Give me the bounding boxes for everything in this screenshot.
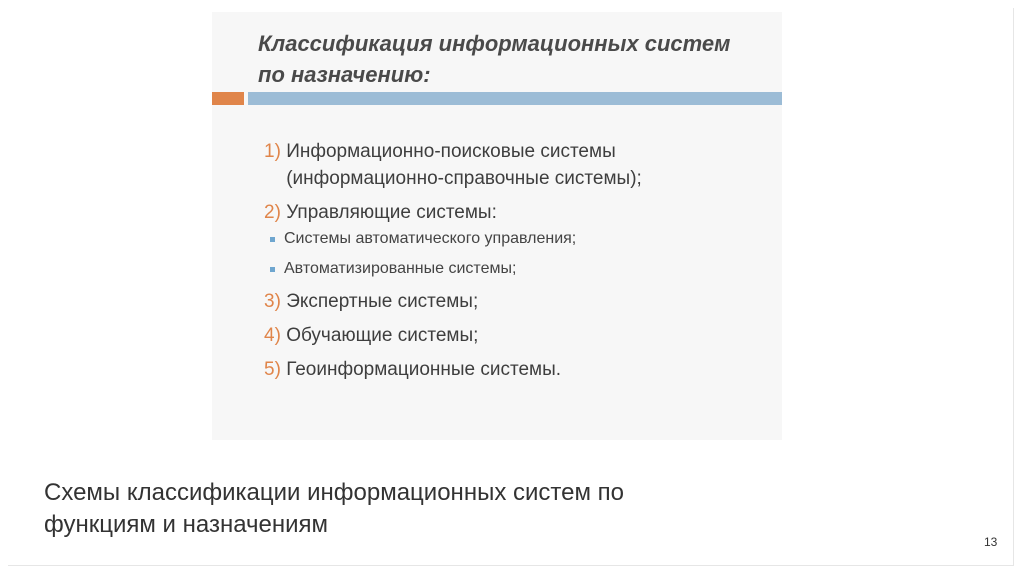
item-number: 2) bbox=[264, 202, 281, 223]
caption: Схемы классификации информационных систем по функциям и назначениям bbox=[44, 479, 624, 538]
item-number: 4) bbox=[264, 325, 281, 346]
divider-bar bbox=[248, 92, 782, 105]
item-text: Экспертные системы; bbox=[286, 291, 479, 312]
classification-list bbox=[264, 138, 706, 390]
item-number: 1) bbox=[264, 141, 281, 162]
list-item bbox=[264, 322, 706, 349]
list-item bbox=[264, 288, 706, 315]
item-text: Управляющие системы: bbox=[286, 202, 497, 223]
item-text: Информационно-поисковые системы (информационно-справочные системы); bbox=[286, 141, 642, 189]
bullet-icon bbox=[270, 237, 275, 242]
sub-item-text: Системы автоматического управления; bbox=[284, 230, 577, 247]
sub-list bbox=[264, 228, 706, 280]
sub-item-text: Автоматизированные системы; bbox=[284, 260, 517, 277]
sub-list-item bbox=[264, 258, 706, 280]
item-number: 3) bbox=[264, 291, 281, 312]
list-item bbox=[264, 356, 706, 383]
item-text: Геоинформационные системы. bbox=[286, 359, 562, 380]
list-item bbox=[264, 138, 706, 192]
item-text: Обучающие системы; bbox=[286, 325, 479, 346]
slide-title: Классификация информационных систем по назначению: bbox=[258, 31, 731, 87]
sub-list-item bbox=[264, 228, 706, 250]
bullet-icon bbox=[270, 267, 275, 272]
page-number: 13 bbox=[984, 535, 998, 549]
slide-image bbox=[212, 12, 782, 440]
list-item bbox=[264, 199, 706, 280]
item-number: 5) bbox=[264, 359, 281, 380]
accent-bar bbox=[212, 92, 244, 105]
